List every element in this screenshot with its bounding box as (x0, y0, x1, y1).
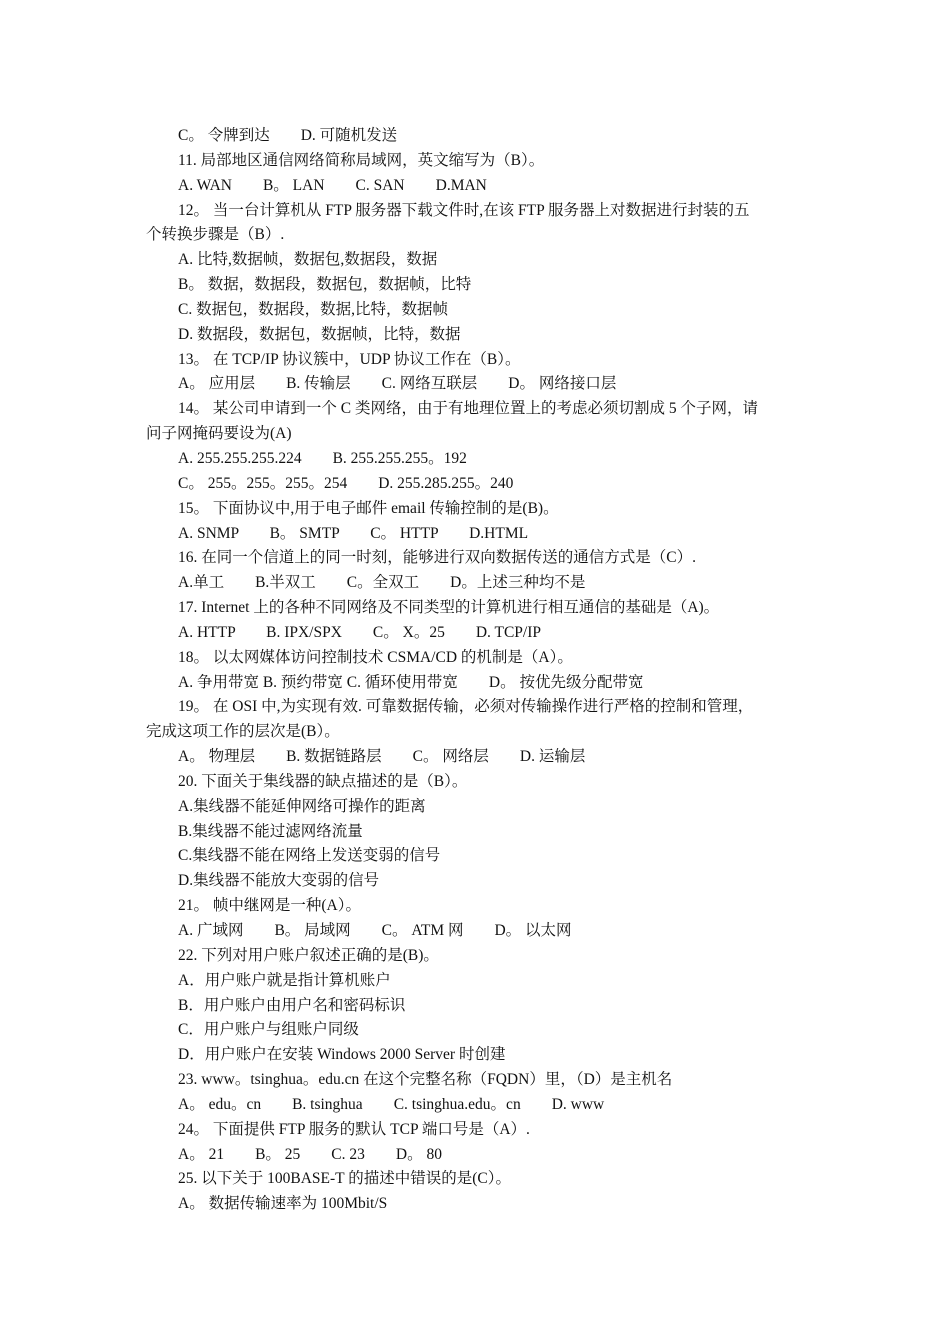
document-body (146, 124, 816, 1217)
text-line: A.单工 B.半双工 C。全双工 D。上述三种均不是 (178, 574, 586, 592)
text-line: 17. Internet 上的各种不同网络及不同类型的计算机进行相互通信的基础是（A)。 (178, 599, 720, 617)
text-line: 问子网掩码要设为(A) (146, 425, 292, 443)
text-line: C．用户账户与组账户同级 (178, 1021, 359, 1039)
text-line: 14。 某公司申请到一个 C 类网络，由于有地理位置上的考虑必须切割成 5 个子网，请 (178, 400, 758, 418)
text-line: B。 数据，数据段，数据包，数据帧，比特 (178, 276, 472, 294)
text-line: 12。 当一台计算机从 FTP 服务器下载文件时,在该 FTP 服务器上对数据进行封装的五 (178, 201, 750, 219)
text-line: A. 争用带宽 B. 预约带宽 C. 循环使用带宽 D。 按优先级分配带宽 (178, 673, 644, 691)
text-line: A.集线器不能延伸网络可操作的距离 (178, 797, 426, 815)
text-line: C. 数据包，数据段，数据,比特，数据帧 (178, 300, 448, 318)
text-line: A。 edu。cn B. tsinghua C. tsinghua.edu。cn D. www (178, 1095, 605, 1113)
text-line: C。 255。255。255。254 D. 255.285.255。240 (178, 474, 514, 492)
text-line: 23. www。tsinghua。edu.cn 在这个完整名称（FQDN）里，（D）是主机名 (178, 1071, 673, 1089)
text-line: A. 比特,数据帧，数据包,数据段，数据 (178, 251, 438, 269)
text-line: A。 21 B。 25 C. 23 D。 80 (178, 1145, 442, 1163)
text-line: 25. 以下关于 100BASE-T 的描述中错误的是(C）。 (178, 1170, 511, 1188)
text-line: 24。 下面提供 FTP 服务的默认 TCP 端口号是（A）. (178, 1120, 530, 1138)
text-line: A. SNMP B。 SMTP C。 HTTP D.HTML (178, 524, 529, 542)
text-line: 21。 帧中继网是一种(A）。 (178, 897, 361, 915)
text-line: C。 令牌到达 D. 可随机发送 (178, 127, 398, 144)
text-line: A. WAN B。 LAN C. SAN D.MAN (178, 176, 487, 194)
text-line: 16. 在同一个信道上的同一时刻，能够进行双向数据传送的通信方式是（C）. (178, 549, 696, 567)
text-line: C.集线器不能在网络上发送变弱的信号 (178, 847, 441, 865)
text-line: 个转换步骤是（B）. (146, 226, 285, 244)
text-line: 15。 下面协议中,用于电子邮件 email 传输控制的是(B)。 (178, 499, 559, 517)
text-line: A。 物理层 B. 数据链路层 C。 网络层 D. 运输层 (178, 748, 586, 766)
text-line: A。 应用层 B. 传输层 C. 网络互联层 D。 网络接口层 (178, 375, 617, 393)
text-line: D. 数据段，数据包，数据帧，比特，数据 (178, 325, 461, 343)
text-line: 20. 下面关于集线器的缺点描述的是（B）。 (178, 772, 468, 790)
text-line: 22. 下列对用户账户叙述正确的是(B)。 (178, 946, 439, 964)
text-line: A. 广域网 B。 局域网 C。 ATM 网 D。 以太网 (178, 922, 572, 939)
text-line: 完成这项工作的层次是(B）。 (146, 723, 340, 741)
text-line: 19。 在 OSI 中,为实现有效. 可靠数据传输，必须对传输操作进行严格的控制和管理， (178, 698, 754, 716)
text-line: 13。 在 TCP/IP 协议簇中，UDP 协议工作在（B）。 (178, 350, 521, 368)
text-line: D.集线器不能放大变弱的信号 (178, 872, 380, 890)
text-line: A. HTTP B. IPX/SPX C。 X。25 D. TCP/IP (178, 623, 542, 641)
text-line: A. 255.255.255.224 B. 255.255.255。192 (178, 449, 467, 467)
text-line: A。 数据传输速率为 100Mbit/S (178, 1195, 388, 1213)
text-line: 18。 以太网媒体访问控制技术 CSMA/CD 的机制是（A）。 (178, 648, 573, 666)
text-line: A．用户账户就是指计算机账户 (178, 971, 391, 989)
text-line: 11. 局部地区通信网络简称局域网，英文缩写为（B）。 (178, 151, 545, 169)
text-line: B．用户账户由用户名和密码标识 (178, 996, 406, 1014)
text-line: B.集线器不能过滤网络流量 (178, 822, 363, 840)
text-line: D．用户账户在安装 Windows 2000 Server 时创建 (178, 1046, 506, 1064)
